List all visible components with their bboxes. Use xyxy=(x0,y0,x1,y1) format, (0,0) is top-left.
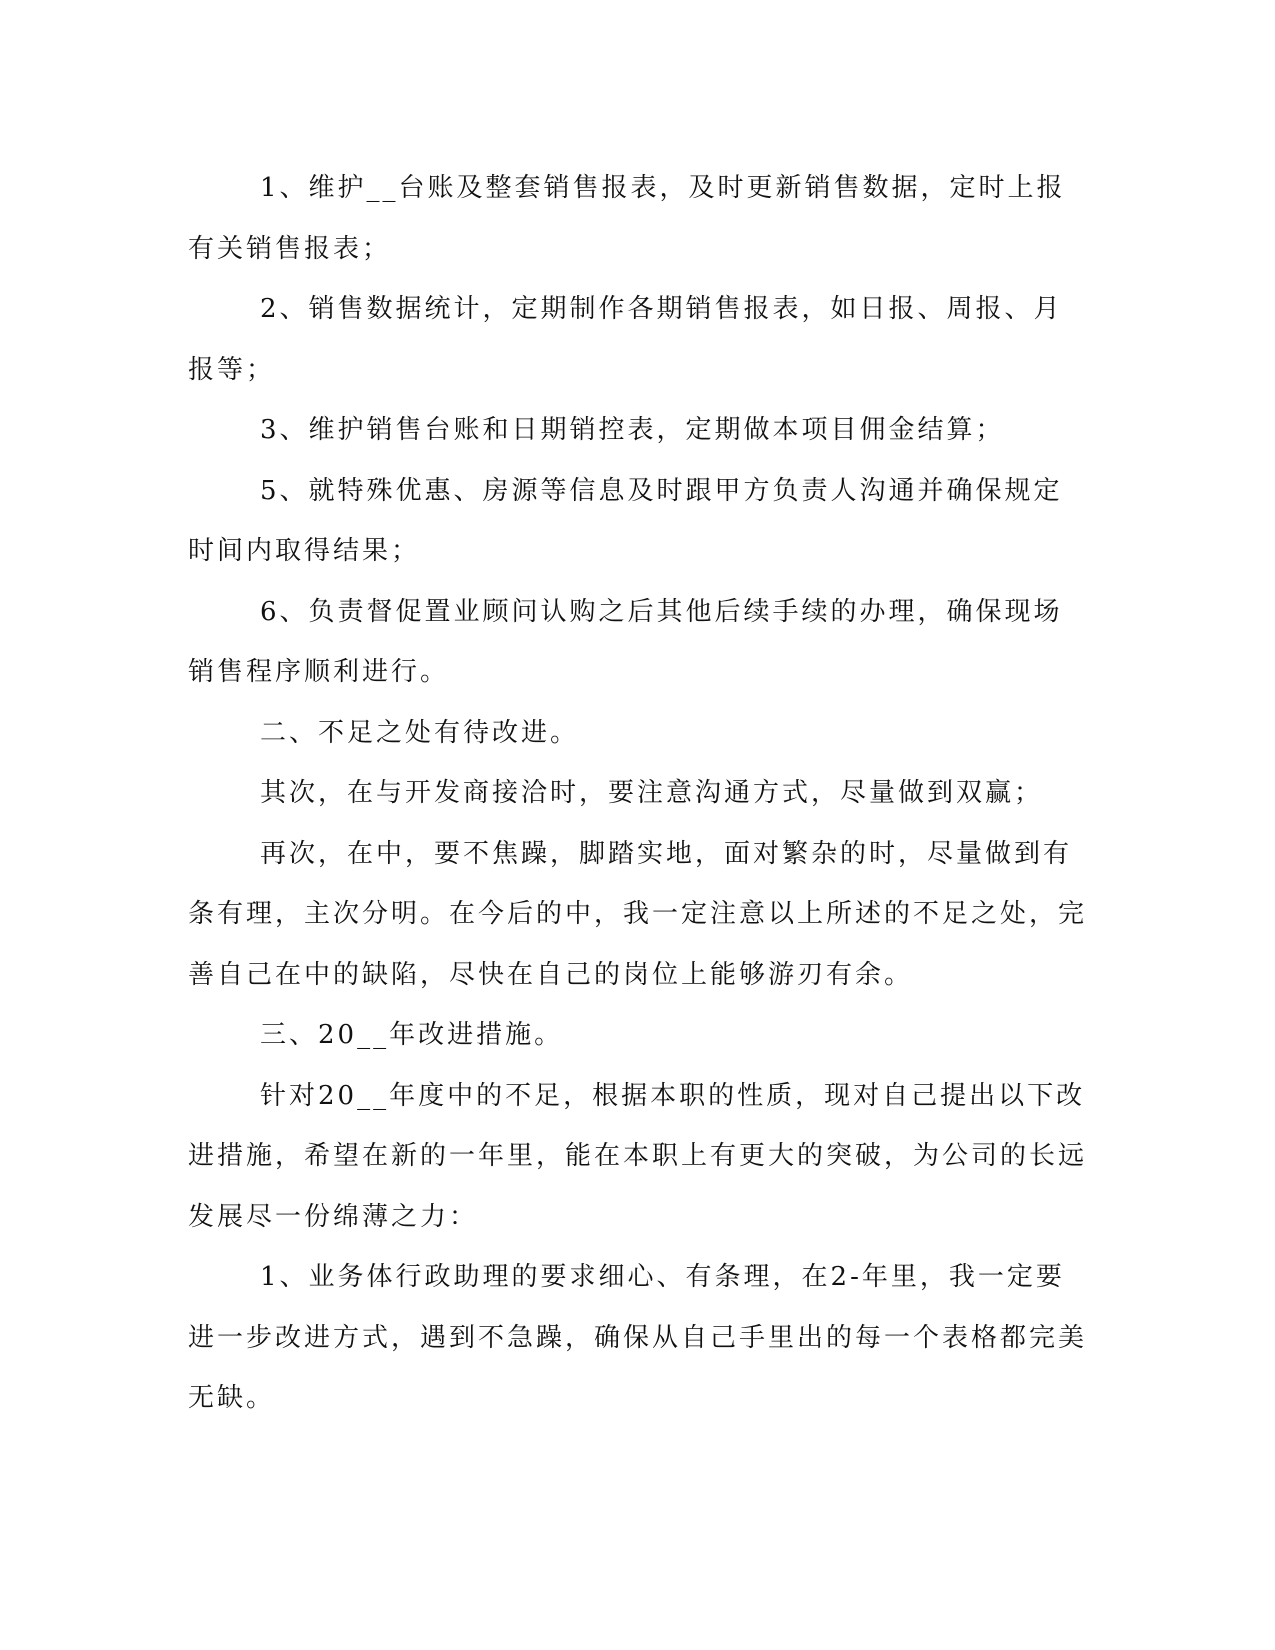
document-body xyxy=(188,158,1088,1429)
section-heading-2: 二、不足之处有待改进。 xyxy=(260,717,580,748)
paragraph-7: 再次，在中，要不焦躁，脚踏实地，面对繁杂的时，尽量做到有条有理，主次分明。在今后的中，我一定注意以上所述的不足之处，完善自己在中的缺陷，尽快在自己的岗位上能够游刃有余。 xyxy=(188,838,1088,990)
paragraph-8: 针对20__年度中的不足，根据本职的性质，现对自己提出以下改进措施，希望在新的一年里，能在本职上有更大的突破，为公司的长远发展尽一份绵薄之力： xyxy=(188,1080,1088,1232)
paragraph-4: 5、就特殊优惠、房源等信息及时跟甲方负责人沟通并确保规定时间内取得结果； xyxy=(188,475,1063,566)
paragraph-1: 1、维护__台账及整套销售报表，及时更新销售数据，定时上报有关销售报表； xyxy=(188,173,1066,264)
paragraph-2: 2、销售数据统计，定期制作各期销售报表，如日报、周报、月报等； xyxy=(188,294,1063,385)
section-heading-3: 三、20__年改进措施。 xyxy=(260,1020,564,1050)
paragraph-3: 3、维护销售台账和日期销控表，定期做本项目佣金结算； xyxy=(260,415,1005,445)
paragraph-9: 1、业务体行政助理的要求细心、有条理，在2-年里，我一定要进一步改进方式，遇到不急躁，确保从自己手里出的每一个表格都完美无缺。 xyxy=(188,1262,1088,1413)
paragraph-5: 6、负责督促置业顾问认购之后其他后续手续的办理，确保现场销售程序顺利进行。 xyxy=(188,596,1063,687)
paragraph-6: 其次，在与开发商接洽时，要注意沟通方式，尽量做到双赢； xyxy=(260,778,1044,808)
